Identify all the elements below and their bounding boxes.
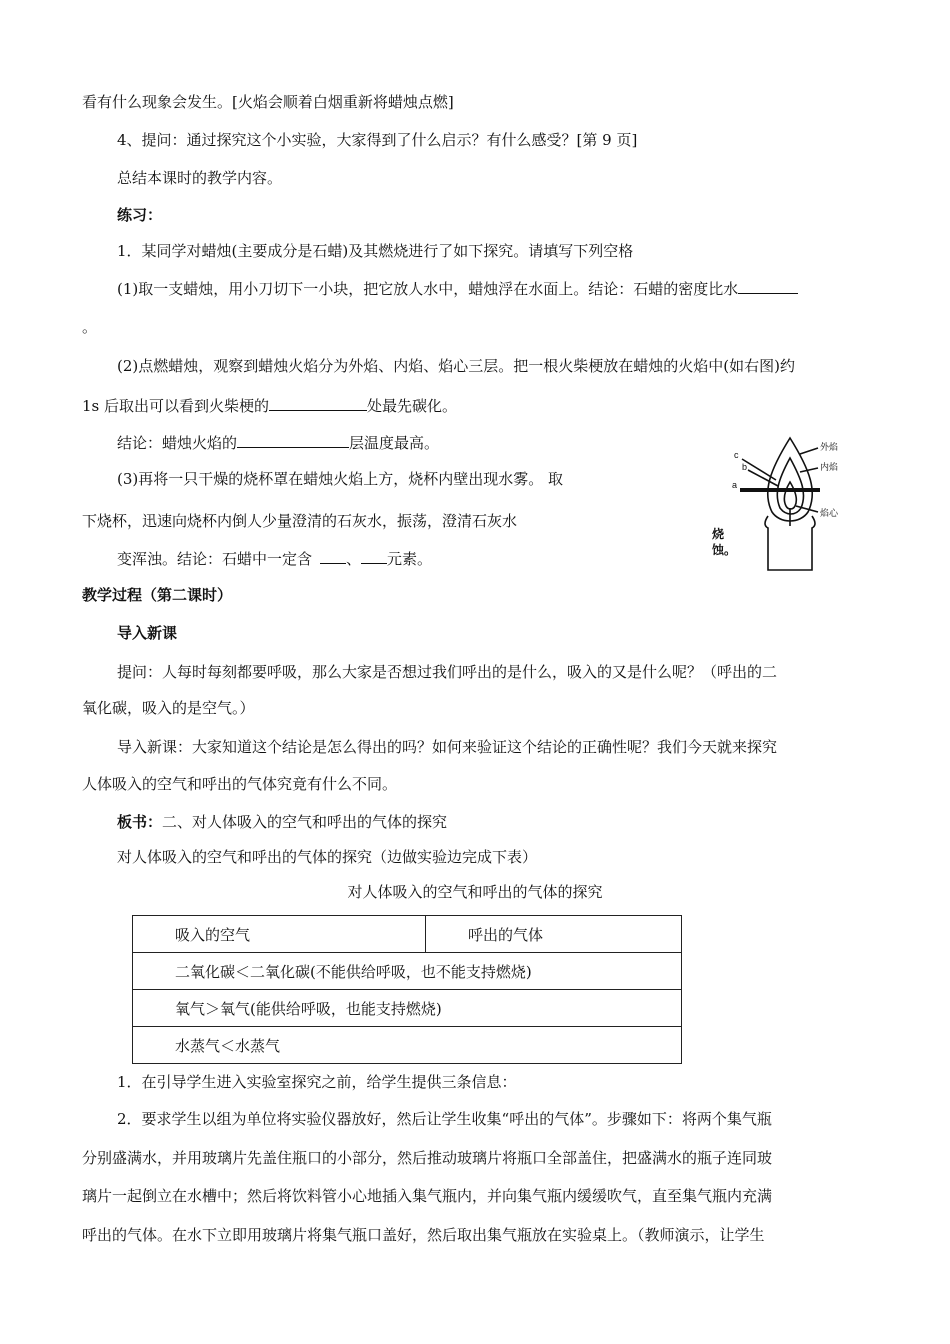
table-row	[133, 953, 682, 990]
label-flame-core: 焰心	[820, 508, 839, 518]
question-line	[82, 394, 457, 417]
question-line: 下烧杯，迅速向烧杯内倒人少量澄清的石灰水，振荡，澄清石灰水	[82, 512, 518, 530]
paragraph-line: 2．要求学生以组为单位将实验仪器放好，然后让学生收集“呼出的气体”。步骤如下：将两个集气瓶	[117, 1110, 772, 1128]
label-side-bottom: 蚀。	[712, 543, 737, 557]
label-inner-flame: 内焰	[820, 462, 839, 472]
paragraph-line: 呼出的气体。在水下立即用玻璃片将集气瓶口盖好，然后取出集气瓶放在实验桌上。（教师演示，让学生	[82, 1226, 765, 1244]
question-line: (3)再将一只干燥的烧杯罩在蜡烛火焰上方，烧杯内壁出现水雾。 取	[117, 470, 564, 488]
paragraph-line: 对人体吸入的空气和呼出的气体的探究（边做实验边完成下表）	[117, 848, 538, 866]
table-row	[133, 990, 682, 1027]
comparison-table	[132, 915, 682, 1064]
paragraph-line: 看有什么现象会发生。[火焰会顺着白烟重新将蜡烛点燃]	[82, 93, 454, 111]
question-text: 层温度最高。	[349, 434, 440, 452]
subsection-heading: 导入新课	[117, 624, 178, 642]
paragraph-line: 总结本课时的教学内容。	[117, 169, 283, 187]
question-line: 1．某同学对蜡烛(主要成分是石蜡)及其燃烧进行了如下探究。请填写下列空格	[117, 242, 634, 260]
table-cell: 氧气＞氧气(能供给呼吸，也能支持燃烧)	[133, 990, 682, 1027]
table-caption: 对人体吸入的空气和呼出的气体的探究	[347, 883, 603, 901]
question-line	[117, 431, 439, 454]
answer-blank	[237, 431, 349, 448]
question-text: (1)取一支蜡烛，用小刀切下一小块，把它放人水中，蜡烛浮在水面上。结论：石蜡的密度比水	[117, 280, 739, 298]
question-text: 元素。	[387, 550, 433, 568]
table-header-cell: 吸入的空气	[133, 916, 426, 953]
board-text: 二、对人体吸入的空气和呼出的气体的探究	[162, 813, 448, 831]
label-c: c	[734, 450, 739, 460]
label-outer-flame: 外焰	[820, 442, 839, 452]
exercise-heading: 练习：	[117, 206, 163, 224]
label-b: b	[742, 462, 748, 472]
answer-blank	[320, 547, 346, 564]
table-header-cell: 呼出的气体	[426, 916, 682, 953]
paragraph-line: 氧化碳，吸入的是空气。）	[82, 699, 255, 717]
flame-core-shape	[784, 482, 796, 509]
table-row	[133, 1027, 682, 1064]
paragraph-line: 提问：人每时每刻都要呼吸，那么大家是否想过我们呼出的是什么，吸入的又是什么呢？（呼出的二	[117, 663, 778, 681]
paragraph-line: 4、提问：通过探究这个小实验，大家得到了什么启示？有什么感受？[第 9 页]	[117, 131, 638, 149]
answer-blank	[269, 394, 367, 411]
label-side-top: 烧	[712, 527, 725, 541]
label-a: a	[732, 480, 738, 490]
board-label: 板书：	[117, 813, 163, 831]
table-cell: 水蒸气＜水蒸气	[133, 1027, 682, 1064]
section-heading: 教学过程（第二课时）	[82, 586, 233, 604]
paragraph-line: 人体吸入的空气和呼出的气体究竟有什么不同。	[82, 775, 398, 793]
question-text: 、	[346, 550, 362, 568]
question-line	[117, 547, 432, 570]
question-line: (2)点燃蜡烛，观察到蜡烛火焰分为外焰、内焰、焰心三层。把一根火柴梗放在蜡烛的火焰中(如右图)约	[117, 357, 795, 375]
answer-blank	[361, 547, 387, 564]
candle-flame-figure	[700, 430, 840, 582]
inner-flame-shape	[777, 458, 803, 514]
paragraph-line: 导入新课：大家知道这个结论是怎么得出的吗？如何来验证这个结论的正确性呢？我们今天就来探究	[117, 738, 778, 756]
paragraph-line: 璃片一起倒立在水槽中；然后将饮料管小心地插入集气瓶内，并向集气瓶内缓缓吹气，直至集气瓶内充满	[82, 1187, 773, 1205]
board-line	[117, 811, 447, 833]
answer-blank	[738, 277, 798, 294]
table-header-row	[133, 916, 682, 953]
question-text: 处最先碳化。	[367, 397, 458, 415]
question-line	[117, 277, 798, 300]
question-line: 。	[82, 318, 98, 336]
question-text: 变浑浊。结论：石蜡中一定含	[117, 550, 313, 568]
table-cell: 二氧化碳＜二氧化碳(不能供给呼吸，也不能支持燃烧)	[133, 953, 682, 990]
paragraph-line: 1．在引导学生进入实验室探究之前，给学生提供三条信息：	[117, 1073, 517, 1091]
question-text: 结论：蜡烛火焰的	[117, 434, 238, 452]
question-text: 1s 后取出可以看到火柴梗的	[82, 397, 270, 415]
paragraph-line: 分别盛满水，并用玻璃片先盖住瓶口的小部分，然后推动玻璃片将瓶口全部盖住，把盛满水的瓶子连同玻	[82, 1149, 773, 1167]
